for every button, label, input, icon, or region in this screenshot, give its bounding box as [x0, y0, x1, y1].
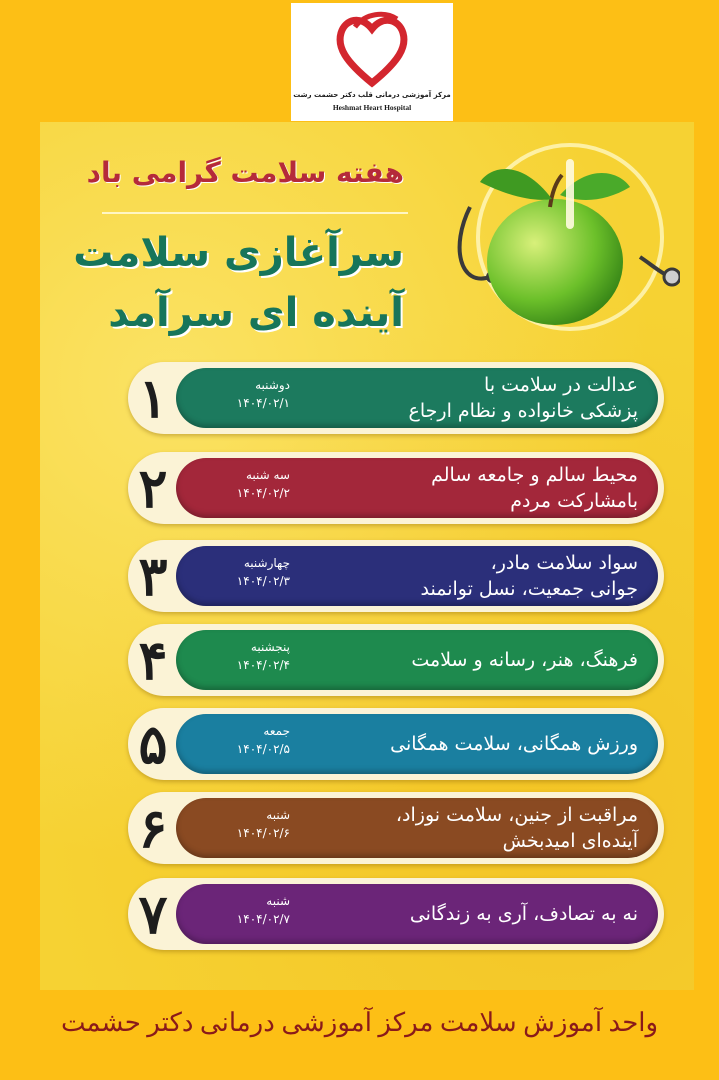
row-date: ۱۴۰۴/۰۲/۳	[236, 574, 290, 588]
row-date: ۱۴۰۴/۰۲/۲	[236, 486, 290, 500]
row-day: پنجشنبه	[250, 640, 290, 654]
row-date: ۱۴۰۴/۰۲/۶	[236, 826, 290, 840]
logo-persian-name: مرکز آموزشی درمانی قلب دکتر حشمت رشت	[293, 91, 451, 99]
row-number: ۱	[138, 366, 168, 430]
row-date-block	[190, 638, 290, 674]
header-divider	[102, 212, 408, 214]
poster-subtitle: هفته سلامت گرامی باد	[86, 156, 404, 189]
poster-title-line2: آینده ای سرآمد	[108, 290, 404, 336]
row-day: جمعه	[263, 724, 290, 738]
row-date-block	[190, 722, 290, 758]
row-title-line2: بامشارکت مردم	[510, 490, 638, 512]
poster-title-line1: سرآغازی سلامت	[73, 230, 404, 276]
row-number: ۴	[138, 628, 168, 692]
row-number: ۳	[138, 544, 168, 608]
row-title-line2: جوانی جمعیت، نسل توانمند	[420, 578, 638, 600]
list-item	[128, 362, 664, 434]
row-day: سه شنبه	[245, 468, 290, 482]
row-number: ۲	[138, 456, 168, 520]
row-title	[338, 888, 638, 940]
row-title-line1: نه به تصادف، آری به زندگانی	[409, 903, 638, 925]
list-item	[128, 708, 664, 780]
row-date-block	[190, 806, 290, 842]
row-title-line1: عدالت در سلامت با	[484, 374, 638, 396]
apple-stethoscope-icon	[440, 137, 680, 352]
row-title-line2: آینده‌ای امیدبخش	[502, 830, 638, 852]
row-number: ۵	[138, 712, 168, 776]
row-number: ۷	[138, 882, 168, 946]
row-date-block	[190, 376, 290, 412]
list-item	[128, 452, 664, 524]
row-title-line1: فرهنگ، هنر، رسانه و سلامت	[411, 649, 638, 671]
row-date: ۱۴۰۴/۰۲/۱	[236, 396, 290, 410]
row-title-line1: محیط سالم و جامعه سالم	[431, 464, 638, 486]
row-date-block	[190, 892, 290, 928]
row-day: چهارشنبه	[243, 556, 290, 570]
row-number: ۶	[138, 796, 168, 860]
footer-caption: واحد آموزش سلامت مرکز آموزشی درمانی دکتر حشمت	[60, 1008, 659, 1037]
row-title	[338, 634, 638, 686]
heart-logo-icon	[335, 9, 409, 89]
logo-english-name: Heshmat Heart Hospital	[332, 103, 412, 112]
row-title	[338, 718, 638, 770]
row-date-block	[190, 554, 290, 590]
row-title	[338, 372, 638, 424]
row-title	[338, 802, 638, 854]
row-title-line1: مراقبت از جنین، سلامت نوزاد،	[395, 804, 638, 826]
row-date: ۱۴۰۴/۰۲/۵	[236, 742, 290, 756]
row-title	[338, 462, 638, 514]
list-item	[128, 878, 664, 950]
row-day: دوشنبه	[255, 378, 290, 392]
row-day: شنبه	[266, 894, 290, 908]
row-day: شنبه	[266, 808, 290, 822]
row-date-block	[190, 466, 290, 502]
list-item	[128, 540, 664, 612]
row-date: ۱۴۰۴/۰۲/۷	[236, 912, 290, 926]
row-date: ۱۴۰۴/۰۲/۴	[236, 658, 290, 672]
health-week-poster	[40, 122, 694, 990]
list-item	[128, 624, 664, 696]
row-title-line1: ورزش همگانی، سلامت همگانی	[390, 733, 638, 755]
row-title-line1: سواد سلامت مادر،	[490, 552, 638, 574]
row-title	[338, 550, 638, 602]
hospital-logo	[291, 3, 453, 121]
list-item	[128, 792, 664, 864]
row-title-line2: پزشکی خانواده و نظام ارجاع	[408, 400, 638, 422]
